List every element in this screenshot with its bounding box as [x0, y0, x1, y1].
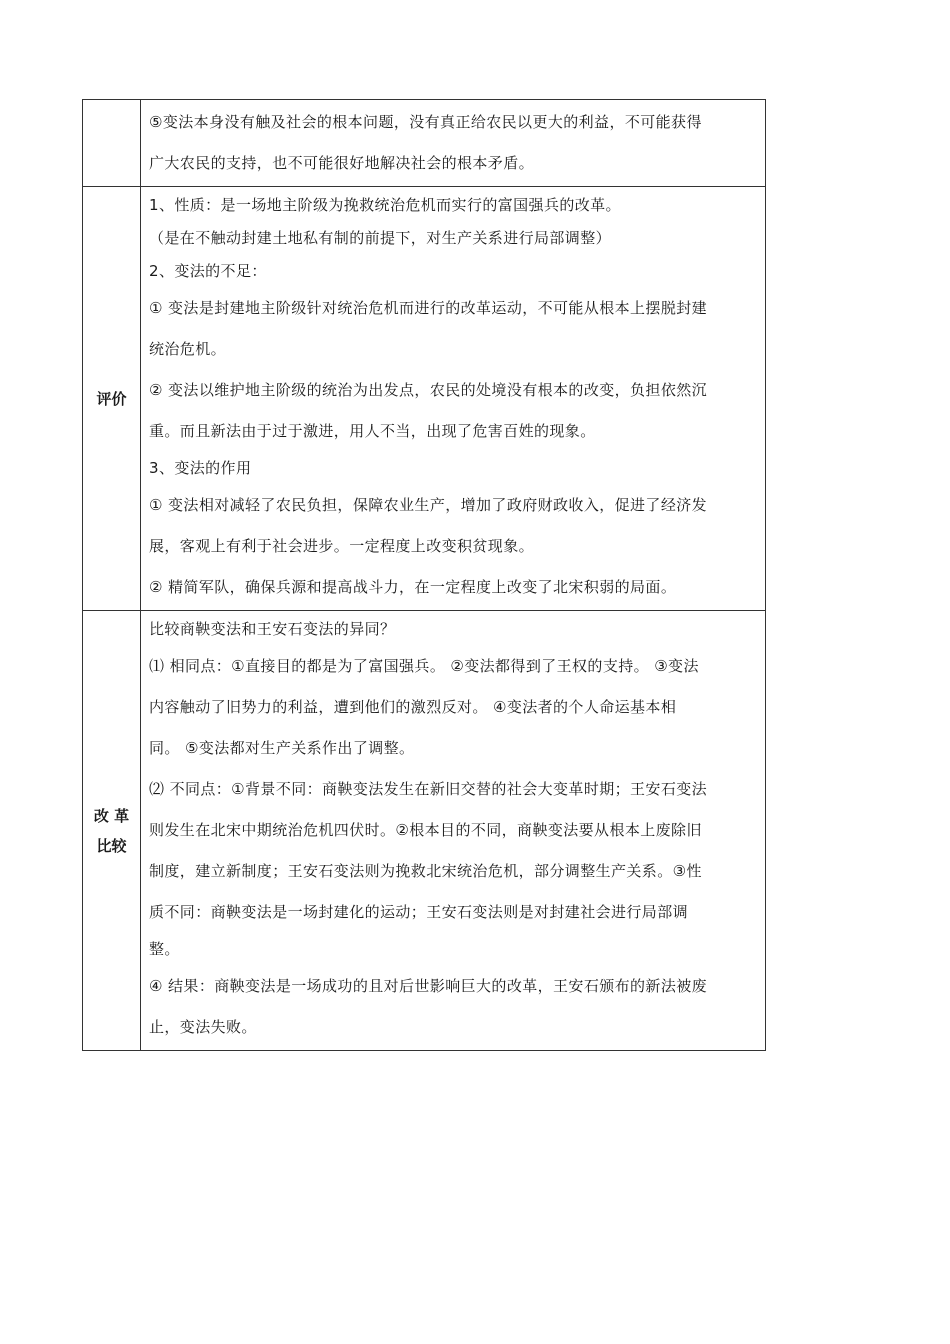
text-line: 展，客观上有利于社会进步。一定程度上改变积贫现象。 — [149, 537, 535, 555]
text-line: ① 变法是封建地主阶级针对统治危机而进行的改革运动，不可能从根本上摆脱封建 — [149, 299, 708, 317]
text-line: 比较商鞅变法和王安石变法的异同？ — [149, 620, 396, 638]
text-line: ⑵ 不同点：①背景不同：商鞅变法发生在新旧交替的社会大变革时期；王安石变法 — [149, 780, 708, 798]
text-line: ⑤变法本身没有触及社会的根本问题，没有真正给农民以更大的利益，不可能获得 — [149, 113, 702, 131]
text-line: 则发生在北宋中期统治危机四伏时。②根本目的不同，商鞅变法要从根本上废除旧 — [149, 821, 702, 839]
text-line: 同。 ⑤变法都对生产关系作出了调整。 — [149, 739, 415, 757]
row-label-line: 改 革 — [93, 806, 130, 825]
text-line: 质不同：商鞅变法是一场封建化的运动；王安石变法则是对封建社会进行局部调 — [149, 903, 689, 921]
text-line: 重。而且新法由于过于激进，用人不当，出现了危害百姓的现象。 — [149, 422, 596, 440]
text-line: （是在不触动封建土地私有制的前提下，对生产关系进行局部调整） — [149, 229, 612, 247]
content-table — [82, 99, 766, 1051]
text-line: 整。 — [149, 940, 180, 958]
row-label — [83, 187, 141, 611]
text-line: ② 变法以维护地主阶级的统治为出发点，农民的处境没有根本的改变，负担依然沉 — [149, 381, 708, 399]
row-content — [141, 611, 766, 1051]
row-label — [83, 611, 141, 1051]
text-line: 内容触动了旧势力的利益，遭到他们的激烈反对。 ④变法者的个人命运基本相 — [149, 698, 677, 716]
text-line: 2、变法的不足： — [149, 262, 267, 280]
row-label — [83, 100, 141, 187]
table-row — [83, 611, 766, 1051]
text-line: 统治危机。 — [149, 340, 227, 358]
table-body — [83, 100, 766, 1051]
table-row — [83, 187, 766, 611]
text-line: ④ 结果：商鞅变法是一场成功的且对后世影响巨大的改革，王安石颁布的新法被废 — [149, 977, 708, 995]
text-line: ② 精简军队，确保兵源和提高战斗力，在一定程度上改变了北宋积弱的局面。 — [149, 578, 677, 596]
row-label-line: 评价 — [96, 389, 127, 408]
row-content — [141, 100, 766, 187]
table-row — [83, 100, 766, 187]
text-line: 制度，建立新制度；王安石变法则为挽救北宋统治危机，部分调整生产关系。③性 — [149, 862, 702, 880]
row-label-line: 比较 — [96, 836, 127, 855]
row-content — [141, 187, 766, 611]
text-line: ⑴ 相同点：①直接目的都是为了富国强兵。 ②变法都得到了王权的支持。 ③变法 — [149, 657, 699, 675]
text-line: 止，变法失败。 — [149, 1018, 257, 1036]
text-line: 广大农民的支持，也不可能很好地解决社会的根本矛盾。 — [149, 154, 535, 172]
text-line: 1、性质：是一场地主阶级为挽救统治危机而实行的富国强兵的改革。 — [149, 196, 621, 214]
text-line: 3、变法的作用 — [149, 459, 252, 477]
text-line: ① 变法相对减轻了农民负担，保障农业生产，增加了政府财政收入，促进了经济发 — [149, 496, 708, 514]
